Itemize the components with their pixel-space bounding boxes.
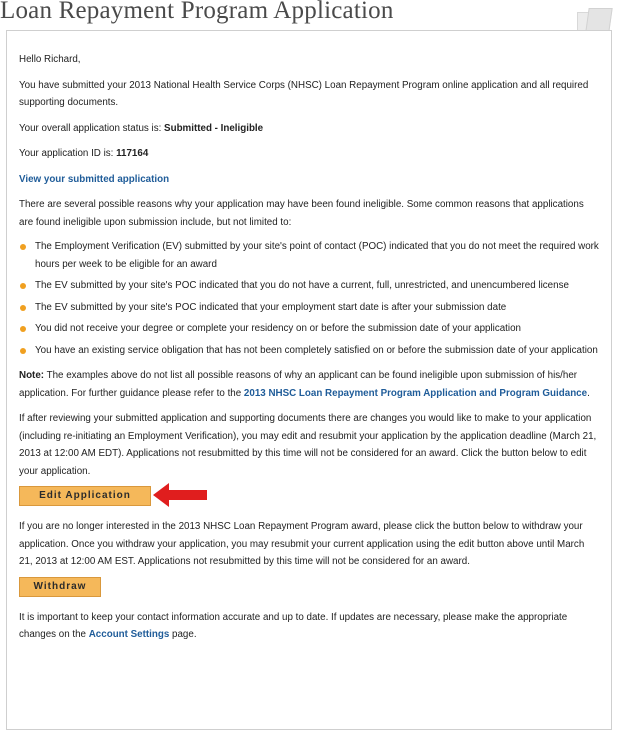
red-arrow-icon [153, 483, 209, 507]
bullet-icon [20, 283, 26, 289]
account-settings-link[interactable]: Account Settings [88, 629, 170, 640]
greeting: Hello Richard, [19, 54, 81, 65]
status-label: Your overall application status is: [19, 122, 165, 134]
status-line [19, 120, 599, 138]
application-id-value: 117164 [116, 148, 149, 159]
program-guidance-link[interactable]: 2013 NHSC Loan Repayment Program Application and Program Guidance [243, 387, 588, 399]
bullet-icon [20, 326, 26, 332]
withdraw-instructions: If you are no longer interested in the 2013 NHSC Loan Repayment Program award, please click the button below to withdraw your application. Once you withdraw your application, you may resubmit your current application using the edit button above until March 21, 2013 at 12:00 AM EST. Applications not resubmitted by this time will not be considered for an award. [19, 521, 585, 567]
submitted-message: You have submitted your 2013 National Health Service Corps (NHSC) Loan Repayment Program online application and all required supporting documents. [19, 79, 589, 108]
list-item: The EV submitted by your site's POC indicated that you do not have a current, full, unrestricted, and unencumbered license [19, 277, 599, 295]
bullet-icon [20, 244, 26, 250]
withdraw-button[interactable]: Withdraw [19, 577, 101, 597]
contact-paragraph: It is important to keep your contact information accurate and up to date. If updates are necessary, please make the appropriate changes on the Account Settings page. [19, 611, 568, 640]
application-id-label: Your application ID is: [19, 148, 117, 159]
note-paragraph: Note: The examples above do not list all possible reasons of why an applicant can be found ineligible upon submission of his/her application. For further guidance please refer to the 2013 NHSC Loan Repayment Program Application and Program Guidance. [19, 370, 590, 399]
list-item: You have an existing service obligation that has not been completely satisfied on or before the submission date of your application [19, 342, 599, 360]
page-header [0, 0, 619, 30]
page-title: Loan Repayment Program Application [0, 0, 394, 24]
edit-instructions: If after reviewing your submitted application and supporting documents there are changes you would like to make to your application (including re-initiating an Employment Verification), you may edit and resubmit your application by the application deadline (March 21, 2013 at 12:00 AM EDT). Applications not resubmitted by this time will not be considered for an award. Click the button below to edit your application. [19, 413, 597, 477]
application-id-line [19, 145, 599, 163]
status-value: Submitted - Ineligible [164, 122, 264, 134]
tab-decoration [585, 8, 612, 32]
list-item: You did not receive your degree or complete your residency on or before the submission date of your application [19, 320, 599, 338]
note-label: Note: [19, 370, 45, 381]
content-panel [6, 30, 612, 730]
bullet-icon [20, 305, 26, 311]
bullet-icon [20, 348, 26, 354]
list-item: The Employment Verification (EV) submitted by your site's point of contact (POC) indicated that you do not meet the required work hours per week to be eligible for an award [19, 238, 599, 273]
list-item: The EV submitted by your site's POC indicated that your employment start date is after your submission date [19, 299, 599, 317]
edit-application-button[interactable]: Edit Application [19, 486, 151, 506]
reasons-intro: There are several possible reasons why your application may have been found ineligible. Some common reasons that applications are found ineligible upon submission include, but not limited to: [19, 199, 584, 228]
view-application-link[interactable]: View your submitted application [19, 173, 170, 185]
reasons-list [19, 238, 599, 359]
